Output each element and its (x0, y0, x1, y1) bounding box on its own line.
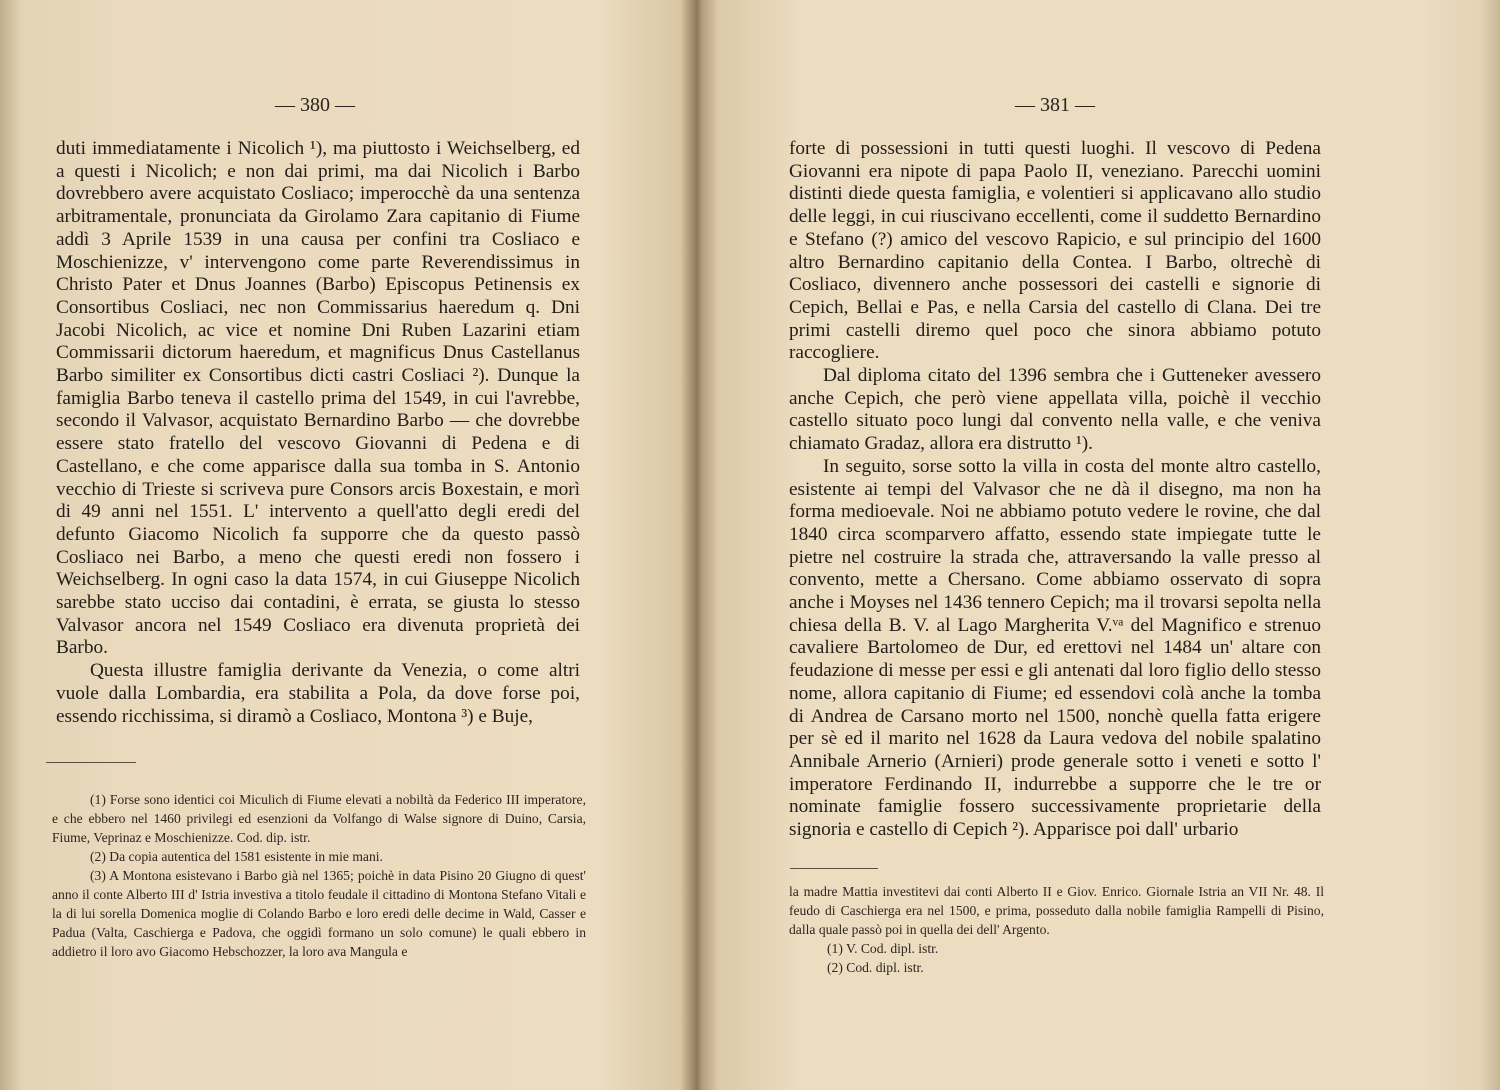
left-page (0, 0, 694, 1090)
footnote: (2) Cod. dipl. istr. (827, 960, 924, 975)
paragraph: duti immediatamente i Nicolich ¹), ma piuttosto i Weichselberg, ed a questi i Nicolich; e non dai primi, ma dai Nicolich i Barbo dovrebbero avere acquistato Cosliaco; imperocchè da una sentenza arbitramentale, pronunciata da Girolamo Zara capitanio di Fiume addì 3 Aprile 1539 in una causa per confini tra Cosliaco e Moschienizze, v' intervengono come parte Reverendissimus in Christo Pater et Dnus Joannes (Barbo) Episcopus Petinensis ex Consortibus Cosliaci, nec non Commissarius haeredum q. Dni Jacobi Nicolich, ac vice et nomine Dni Ruben Lazarini etiam Commissarii dictorum haeredum, et magnificus Dnus Castellanus Barbo similiter ex Consortibus dicti castri Cosliaci ²). Dunque la famiglia Barbo teneva il castello prima del 1549, in cui l'avrebbe, secondo il Valvasor, acquistato Bernardino Barbo — che dovrebbe essere stato fratello del vescovo Giovanni di Pedena e di Castellano, e che come apparisce dalla sua tomba in S. Antonio vecchio di Trieste si scriveva pure Consors arcis Boxestain, e morì di 49 anni nel 1551. L' intervento a quell'atto degli eredi del defunto Giacomo Nicolich fa supporre che da questo passò Cosliaco nei Barbo, a meno che questi eredi non fossero i Weichselberg. In ogni caso la data 1574, in cui Giuseppe Nicolich sarebbe stato ucciso dai contadini, è errata, se giusta lo stesso Valvasor ancora nel 1549 Cosliaco era divenuta proprietà dei Barbo. (56, 138, 580, 659)
footnote-rule (790, 868, 878, 869)
footnote: (2) Da copia autentica del 1581 esistente in mie mani. (90, 849, 383, 864)
page-number: — 380 — (275, 94, 355, 116)
page-body (789, 138, 1321, 842)
paragraph: In seguito, sorse sotto la villa in costa del monte altro castello, esistente ai tempi del Valvasor che ne dà il disegno, ma non ha forma medioevale. Noi ne abbiamo potuto vedere le rovine, che dal 1840 circa scomparvero affatto, essendo state impiegate tutte le pietre nel costruire la strada che, attraversando la valle presso al convento, mette a Chersano. Come abbiamo osservato di sopra anche i Moyses nel 1436 tennero Cepich; ma il trovarsi sepolta nella chiesa della B. V. al Lago Margherita V.ᵛᵃ del Magnifico e strenuo cavaliere Bartolomeo de Dur, ed erettovi nel 1484 un' altare con feudazione di messe per essi e gli antenati dal loro figlio dello stesso nome, allora capitanio di Fiume; ed essendovi colà anche la tomba di Andrea de Carsano morto nel 1500, nonchè quella fatta erigere per sè ed il marito nel 1628 da Laura vedova del nobile spalatino Annibale Arnerio (Arnieri) prode generale sotto i veneti e sotto l' imperatore Ferdinando II, indurrebbe a supporre che le tre or nominate famiglie fossero successivamente proprietarie della signoria e castello di Cepich ²). Apparisce poi dall' urbario (789, 455, 1321, 841)
page-body (56, 138, 580, 728)
page-number: — 381 — (1015, 94, 1095, 116)
footnote: (1) V. Cod. dipl. istr. (827, 941, 939, 956)
footnote: (3) A Montona esistevano i Barbo già nel 1365; poichè in data Pisino 20 Giugno di quest' anno il conte Alberto III d' Istria investiva a titolo feudale il cittadino di Montona Stefano Vitali e la di lui sorella Domenica moglie di Colando Barbo e loro eredi delle decime in Wald, Casser e Padua (Valta, Caschierga e Padova, che oggidì formano un solo comune) le quali ebbero in addietro il loro avo Giacomo Hebschozzer, la loro ava Mangula e (52, 868, 586, 959)
paragraph: Questa illustre famiglia derivante da Venezia, o come altri vuole dalla Lombardia, era stabilita a Pola, da dove forse poi, essendo ricchissima, si diramò a Cosliaco, Montona ³) e Buje, (56, 660, 580, 727)
footnotes (52, 790, 586, 961)
right-page (700, 0, 1500, 1090)
paragraph: Dal diploma citato del 1396 sembra che i Gutteneker avessero anche Cepich, che però viene appellata villa, poichè il vecchio castello situato poco lungi dal convento nella valle, e che veniva chiamato Gradaz, allora era distrutto ¹). (789, 365, 1321, 455)
footnotes (789, 882, 1324, 977)
footnote: (1) Forse sono identici coi Miculich di Fiume elevati a nobiltà da Federico III imperatore, e che ebbero nel 1460 privilegi ed esenzioni da Volfango di Walse signore di Duino, Carsia, Fiume, Veprinaz e Moschienizze. Cod. dip. istr. (52, 792, 586, 845)
footnote: la madre Mattia investitevi dai conti Alberto II e Giov. Enrico. Giornale Istria an VII Nr. 48. Il feudo di Caschierga era nel 1500, e prima, posseduto dalla nobile famiglia Rampelli di Pisino, dalla quale passò poi in quella dei dell' Argento. (789, 884, 1324, 937)
footnote-rule (46, 762, 136, 763)
paragraph: forte di possessioni in tutti questi luoghi. Il vescovo di Pedena Giovanni era nipote di papa Paolo II, veneziano. Parecchi uomini distinti diede questa famiglia, e volentieri si applicavano allo studio delle leggi, in cui riuscivano eccellenti, come il suddetto Bernardino e Stefano (?) amico del vescovo Rapicio, e sul principio del 1600 altro Bernardino capitanio della Contea. I Barbo, oltrechè di Cosliaco, divennero anche possessori dei castelli e signorie di Cepich, Bellai e Pas, e nella Carsia del castello di Clana. Dei tre primi castelli diremo quel poco che sinora abbiamo potuto raccogliere. (789, 138, 1321, 364)
